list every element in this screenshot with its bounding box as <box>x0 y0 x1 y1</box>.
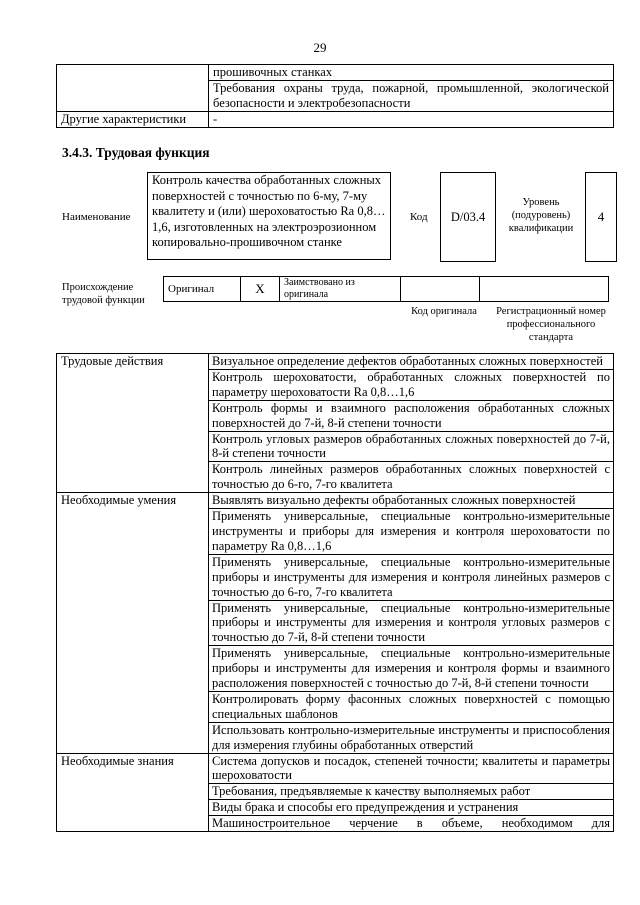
function-code: D/03.4 <box>450 209 486 224</box>
table-row <box>57 753 614 784</box>
origin-table <box>163 276 609 302</box>
empty-cell <box>57 65 209 112</box>
original-label: Оригинал <box>164 277 241 302</box>
code-label: Код <box>410 211 428 223</box>
level-box <box>585 172 617 262</box>
list-item: Выявлять визуально дефекты обработанных сложных поверхностей <box>209 493 614 509</box>
origin-label: Происхождение трудовой функции <box>62 282 145 306</box>
page-number: 29 <box>313 40 327 55</box>
name-label: Наименование <box>62 211 131 223</box>
list-item: Применять универсальные, специальные контрольно-измерительные приборы и инструменты для измерения и контроля линейных размеров с точностью до 6-го, 7-го квалитета <box>209 554 614 600</box>
characteristics-table <box>56 64 614 128</box>
list-item: Визуальное определение дефектов обработанных сложных поверхностей <box>209 354 614 370</box>
table-row <box>57 493 614 509</box>
list-item: Машиностроительное черчение в объеме, необходимом для <box>209 816 614 832</box>
category-label: Необходимые умения <box>57 493 209 753</box>
other-label: Другие характеристики <box>57 112 209 128</box>
list-item: Применять универсальные, специальные контрольно-измерительные приборы и инструменты для измерения и контроля формы и взаимного расположения поверхностей с точностью до 7-й, 8-й степени точности <box>209 646 614 692</box>
table-row <box>57 112 614 128</box>
list-item: Требования, предъявляемые к качеству выполняемых работ <box>209 784 614 800</box>
other-value: - <box>209 112 614 128</box>
level-label: Уровень (подуровень) квалификации <box>508 197 574 234</box>
category-label: Трудовые действия <box>57 354 209 493</box>
list-item: Использовать контрольно-измерительные инструменты и приспособления для измерения глубины обработанных отверстий <box>209 722 614 753</box>
original-mark: X <box>241 277 280 302</box>
table-row <box>164 277 609 302</box>
list-item: Контролировать форму фасонных сложных поверхностей с помощью специальных шаблонов <box>209 691 614 722</box>
requirement-text: Требования охраны труда, пожарной, промышленной, экологической безопасности и электробезопасности <box>213 81 609 110</box>
table-cell <box>209 65 614 112</box>
list-item: Применять универсальные, специальные контрольно-измерительные приборы и инструменты для измерения и контроля угловых размеров с точностью до 7-й, 8-й степени точности <box>209 600 614 646</box>
list-item: Виды брака и способы его предупреждения и устранения <box>209 800 614 816</box>
section-heading: 3.4.3. Трудовая функция <box>62 145 210 160</box>
borrowed-label: Заимствовано из оригинала <box>280 277 401 302</box>
function-details-table <box>56 353 614 832</box>
level-value: 4 <box>597 209 605 224</box>
reg-number-caption: Регистрационный номер профессионального стандарта <box>496 306 606 343</box>
table-row <box>57 354 614 370</box>
continued-text: прошивочных станках <box>209 65 613 81</box>
list-item: Контроль шероховатости, обработанных сложных поверхностей по параметру шероховатости Ra 0,8…1,6 <box>209 369 614 400</box>
list-item: Применять универсальные, специальные контрольно-измерительные инструменты и приборы для измерения и контроля шероховатости по параметру Ra 0,8…1,6 <box>209 509 614 555</box>
category-label: Необходимые знания <box>57 753 209 832</box>
table-row <box>57 65 614 112</box>
code-original-cell <box>401 277 480 302</box>
list-item: Система допусков и посадок, степеней точности; квалитеты и параметры шероховатости <box>209 753 614 784</box>
function-name-box: Контроль качества обработанных сложных поверхностей с точностью по 6-му, 7-му квалитету и (или) шероховатостью Ra 0,8…1,6, изготовленных на электроэрозионном копировально-прошивочном станке <box>147 172 391 260</box>
reg-number-cell <box>480 277 609 302</box>
function-code-box <box>440 172 496 262</box>
list-item: Контроль формы и взаимного расположения обработанных сложных поверхностей до 7-й, 8-й степени точности <box>209 400 614 431</box>
list-item: Контроль угловых размеров обработанных сложных поверхностей до 7-й, 8-й степени точности <box>209 431 614 462</box>
code-original-caption: Код оригинала <box>411 306 477 317</box>
list-item: Контроль линейных размеров обработанных сложных поверхностей с точностью до 6-го, 7-го квалитета <box>209 462 614 493</box>
